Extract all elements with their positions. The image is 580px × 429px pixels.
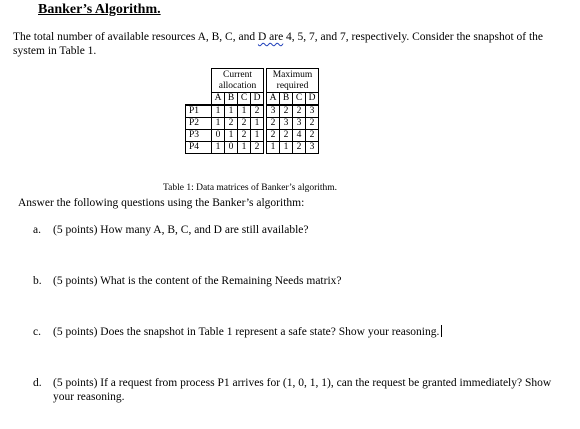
intro-text-part2: 4, 5, 7, and 7, respectively. Consider the snapshot of the system in Table 1. [13,31,544,57]
allocation-cell: 2 [238,130,251,142]
col-header-allocation-b: B [225,93,238,106]
maximum-cell: 3 [280,118,293,130]
maximum-cell: 2 [280,105,293,118]
maximum-cell: 2 [293,105,306,118]
maximum-cell: 2 [280,130,293,142]
allocation-cell: 2 [251,105,264,118]
spellcheck-squiggle-text[interactable]: D are [257,31,284,43]
col-header-allocation-d: D [251,93,264,106]
allocation-cell: 1 [212,118,225,130]
intro-paragraph [13,30,569,58]
col-header-maximum-c: C [293,93,306,106]
allocation-cell: 2 [251,142,264,154]
allocation-cell: 1 [225,130,238,142]
col-header-maximum-d: D [306,93,319,106]
maximum-cell: 2 [267,130,280,142]
question-label: c. [33,326,41,338]
table-corner [186,69,212,106]
question-b [33,274,553,290]
process-label: P4 [186,142,212,154]
allocation-cell: 1 [212,105,225,118]
question-text: (5 points) What is the content of the Remaining Needs matrix? [53,275,342,287]
header-current-allocation: Current allocation [212,69,264,93]
question-text: (5 points) How many A, B, C, and D are still available? [53,224,309,236]
table-row [186,118,319,130]
maximum-cell: 4 [293,130,306,142]
question-c[interactable] [33,325,553,341]
table-row [186,142,319,154]
table-row [186,105,319,118]
maximum-cell: 3 [306,105,319,118]
question-text: (5 points) If a request from process P1 arrives for (1, 0, 1, 1), can the request be granted immediately? Show your reasoning. [53,377,552,403]
question-label: b. [33,275,42,287]
question-label: a. [33,224,41,236]
allocation-cell: 0 [225,142,238,154]
col-header-maximum-b: B [280,93,293,106]
question-a [33,223,553,239]
question-d [33,376,573,408]
header-maximum-required: Maximum required [267,69,319,93]
process-label: P1 [186,105,212,118]
allocation-cell: 1 [251,130,264,142]
process-label: P3 [186,130,212,142]
maximum-cell: 2 [267,118,280,130]
text-cursor [441,325,442,337]
snapshot-table [185,68,319,154]
question-label: d. [33,377,42,389]
allocation-cell: 1 [251,118,264,130]
col-header-maximum-a: A [267,93,280,106]
allocation-cell: 2 [238,118,251,130]
allocation-cell: 2 [225,118,238,130]
col-header-allocation-a: A [212,93,225,106]
maximum-cell: 3 [293,118,306,130]
maximum-cell: 3 [267,105,280,118]
table-row [186,130,319,142]
maximum-cell: 3 [306,142,319,154]
allocation-cell: 0 [212,130,225,142]
allocation-cell: 1 [238,105,251,118]
table-caption: Table 1: Data matrices of Banker’s algorithm. [163,183,338,193]
maximum-cell: 2 [293,142,306,154]
page-title: Banker’s Algorithm. [38,2,161,17]
answer-prompt: Answer the following questions using the Banker’s algorithm: [18,197,305,209]
maximum-cell: 1 [280,142,293,154]
maximum-cell: 1 [267,142,280,154]
maximum-cell: 2 [306,118,319,130]
allocation-cell: 1 [225,105,238,118]
allocation-cell: 1 [238,142,251,154]
question-text: (5 points) Does the snapshot in Table 1 represent a safe state? Show your reasoning. [53,326,440,338]
col-header-allocation-c: C [238,93,251,106]
question-text-with-cursor[interactable] [53,325,442,339]
allocation-cell: 1 [212,142,225,154]
intro-text-part1: The total number of available resources A, B, C, and [13,31,258,43]
maximum-cell: 2 [306,130,319,142]
process-label: P2 [186,118,212,130]
